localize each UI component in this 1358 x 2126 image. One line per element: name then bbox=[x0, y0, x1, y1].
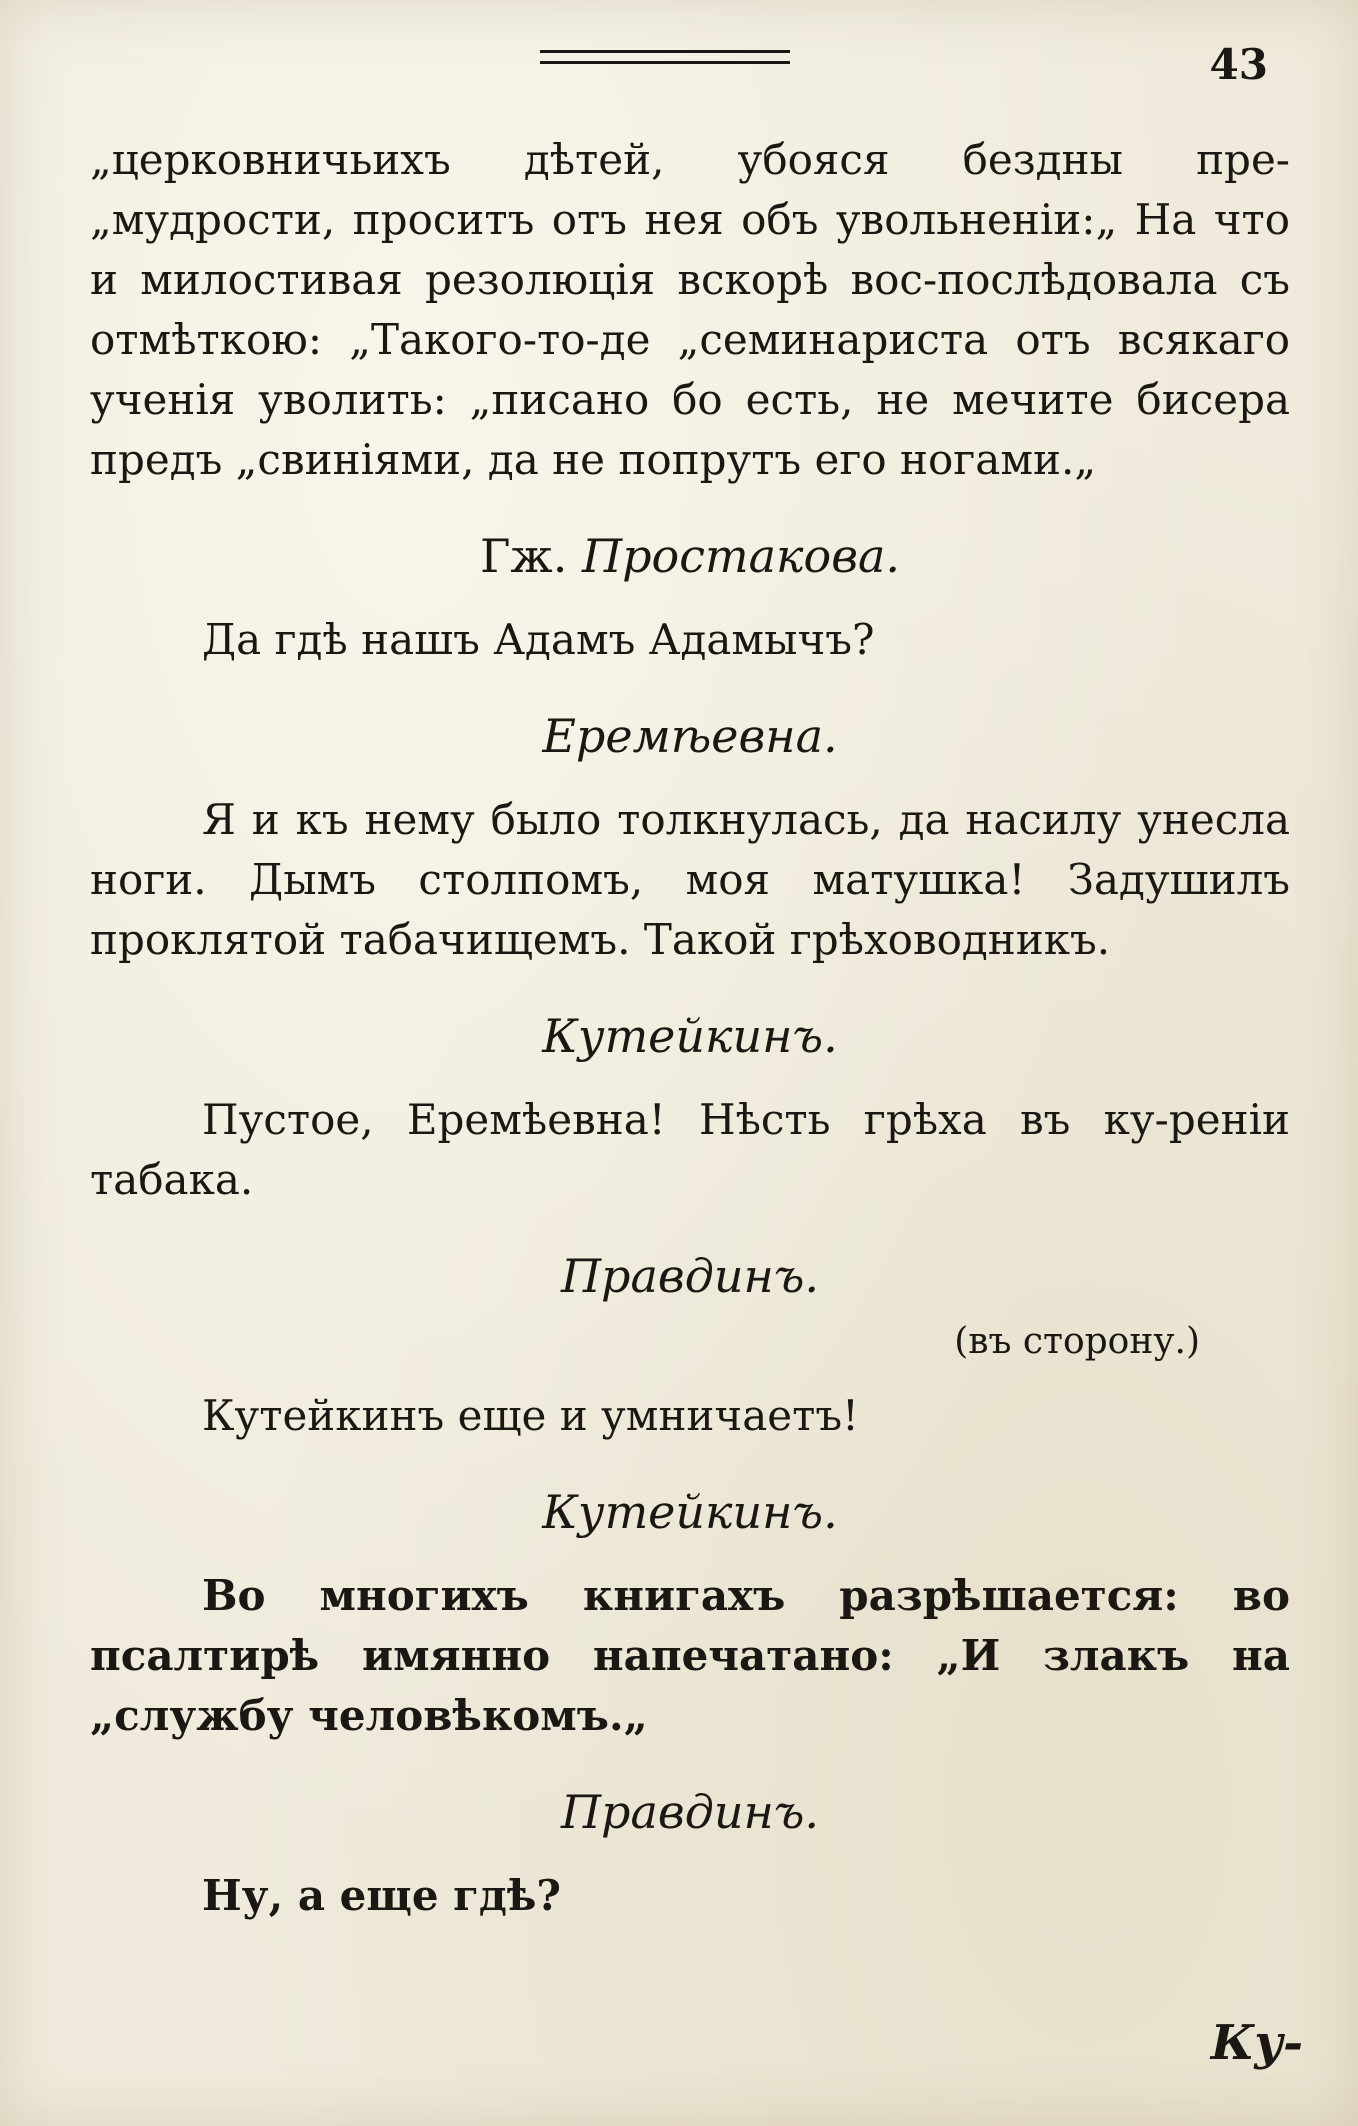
speaker-heading: Правдинъ. bbox=[560, 1785, 820, 1839]
stage-direction: (въ сторону.) bbox=[954, 1321, 1200, 1362]
speaker-heading: Кутейкинъ. bbox=[542, 1485, 838, 1539]
paragraph-continued: „церковничьихъ дѣтей, убояся бездны пре-„мудрости, проситъ отъ нея объ увольненіи:„ На что и милостивая резолюція вскорѣ вос-послѣдовала съ отмѣткою: „Такого-то-де „семинариста отъ всякаго ученія уволить: „писано бо есть, не мечите бисера предъ „свиніями, да не попрутъ его ногами.„ bbox=[90, 135, 1290, 484]
dialogue-line: Во многихъ книгахъ разрѣшается: во псалтирѣ имянно напечатано: „И злакъ на „службу человѣкомъ.„ bbox=[90, 1571, 1290, 1740]
speaker-heading: Правдинъ. bbox=[560, 1249, 820, 1303]
speaker-name: Простакова. bbox=[581, 529, 901, 583]
dialogue-line: Кутейкинъ еще и умничаетъ! bbox=[202, 1391, 859, 1440]
speaker-heading: Кутейкинъ. bbox=[542, 1009, 838, 1063]
dialogue-line: Ну, а еще гдѣ? bbox=[202, 1871, 562, 1920]
page-number: 43 bbox=[1209, 40, 1268, 89]
dialogue-line: Я и къ нему было толкнулась, да насилу унесла ноги. Дымъ столпомъ, моя матушка! Задушилъ проклятой табачищемъ. Такой грѣховодникъ. bbox=[90, 795, 1290, 964]
page-text bbox=[90, 130, 1290, 1926]
catchword: Ку- bbox=[1210, 2015, 1303, 2071]
speaker-prefix: Гж. bbox=[479, 529, 568, 583]
speaker-heading: Еремѣевна. bbox=[542, 709, 838, 763]
dialogue-line: Пустое, Еремѣевна! Нѣсть грѣха въ ку-реніи табака. bbox=[90, 1095, 1290, 1204]
header-rule bbox=[540, 50, 790, 64]
speaker-heading bbox=[90, 524, 1290, 588]
dialogue-line: Да гдѣ нашъ Адамъ Адамычъ? bbox=[202, 615, 875, 664]
